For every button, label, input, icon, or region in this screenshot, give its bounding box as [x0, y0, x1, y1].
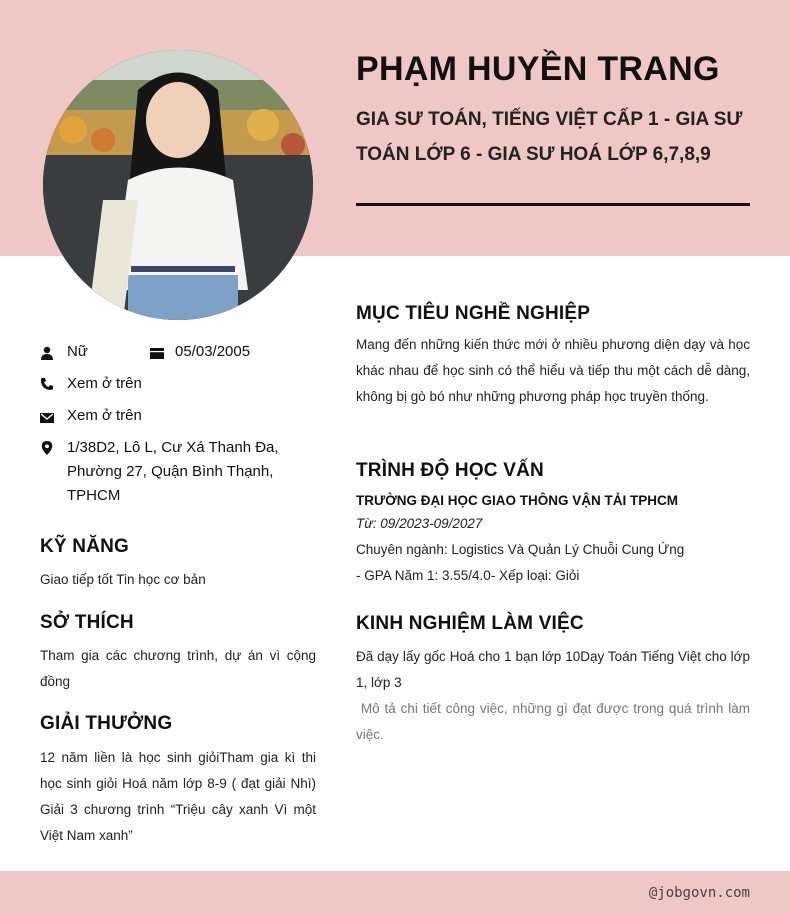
hobbies-heading: SỞ THÍCH: [40, 612, 134, 633]
awards-text: 12 năm liền là học sinh giỏiTham gia kì thi học sinh giỏi Hoá năm lớp 8-9 ( đạt giải Nhì) Giải 3 chương trình “Triệu cây xanh Vì một Việt Nam xanh”: [40, 750, 316, 843]
dob-row: [150, 343, 290, 365]
education-dates: Từ: 09/2023-09/2027: [356, 516, 483, 531]
phone-value: Xem ở trên: [67, 375, 142, 392]
email-row: [40, 407, 290, 429]
header-divider: [356, 203, 750, 206]
education-major: Chuyên ngành: Logistics Và Quản Lý Chuỗi Cung Ứng: [356, 542, 685, 557]
watermark: @jobgovn.com: [648, 885, 750, 901]
person-icon: [40, 346, 54, 360]
gender-value: Nữ: [67, 343, 88, 360]
mail-icon: [40, 411, 54, 425]
location-icon: [40, 441, 54, 455]
dob-value: 05/03/2005: [175, 343, 251, 360]
objective-heading: MỤC TIÊU NGHỀ NGHIỆP: [356, 303, 591, 324]
skills-text: Giao tiếp tốt Tin học cơ bản: [40, 572, 206, 587]
phone-row: [40, 375, 290, 397]
experience-text: Đã dạy lấy gốc Hoá cho 1 bạn lớp 10Dạy Toán Tiếng Việt cho lớp 1, lớp 3: [356, 649, 750, 690]
gender-row: [40, 343, 160, 365]
education-heading: TRÌNH ĐỘ HỌC VẤN: [356, 460, 544, 481]
education-gpa: - GPA Năm 1: 3.55/4.0- Xếp loại: Giỏi: [356, 568, 580, 583]
objective-text: Mang đến những kiến thức mới ở nhiều phương diện dạy và học khác nhau để học sinh có thể hiểu và tiếp thu một cách dễ dàng, không bị gò bó như những phương pháp học truyền thống.: [356, 337, 750, 404]
job-title: GIA SƯ TOÁN, TIẾNG VIỆT CẤP 1 - GIA SƯ TOÁN LỚP 6 - GIA SƯ HOÁ LỚP 6,7,8,9: [356, 109, 743, 165]
experience-heading: KINH NGHIỆM LÀM VIỆC: [356, 613, 584, 634]
email-value: Xem ở trên: [67, 407, 142, 424]
profile-photo: [43, 50, 313, 320]
hobbies-text: Tham gia các chương trình, dự án vì cộng đồng: [40, 648, 316, 689]
school-name: TRƯỜNG ĐẠI HỌC GIAO THÔNG VẬN TẢI TPHCM: [356, 493, 678, 508]
phone-icon: [40, 377, 54, 391]
address-row: [40, 439, 330, 511]
experience-note: Mô tả chi tiết công việc, những gì đạt được trong quá trình làm việc.: [356, 701, 754, 742]
full-name: PHẠM HUYỀN TRANG: [356, 50, 720, 88]
skills-heading: KỸ NĂNG: [40, 536, 130, 557]
awards-heading: GIẢI THƯỞNG: [40, 713, 173, 734]
photo-illustration: [43, 50, 313, 320]
calendar-icon: [150, 346, 164, 360]
address-value: 1/38D2, Lô L, Cư Xá Thanh Đa, Phường 27, Quận Bình Thạnh, TPHCM: [67, 439, 279, 504]
